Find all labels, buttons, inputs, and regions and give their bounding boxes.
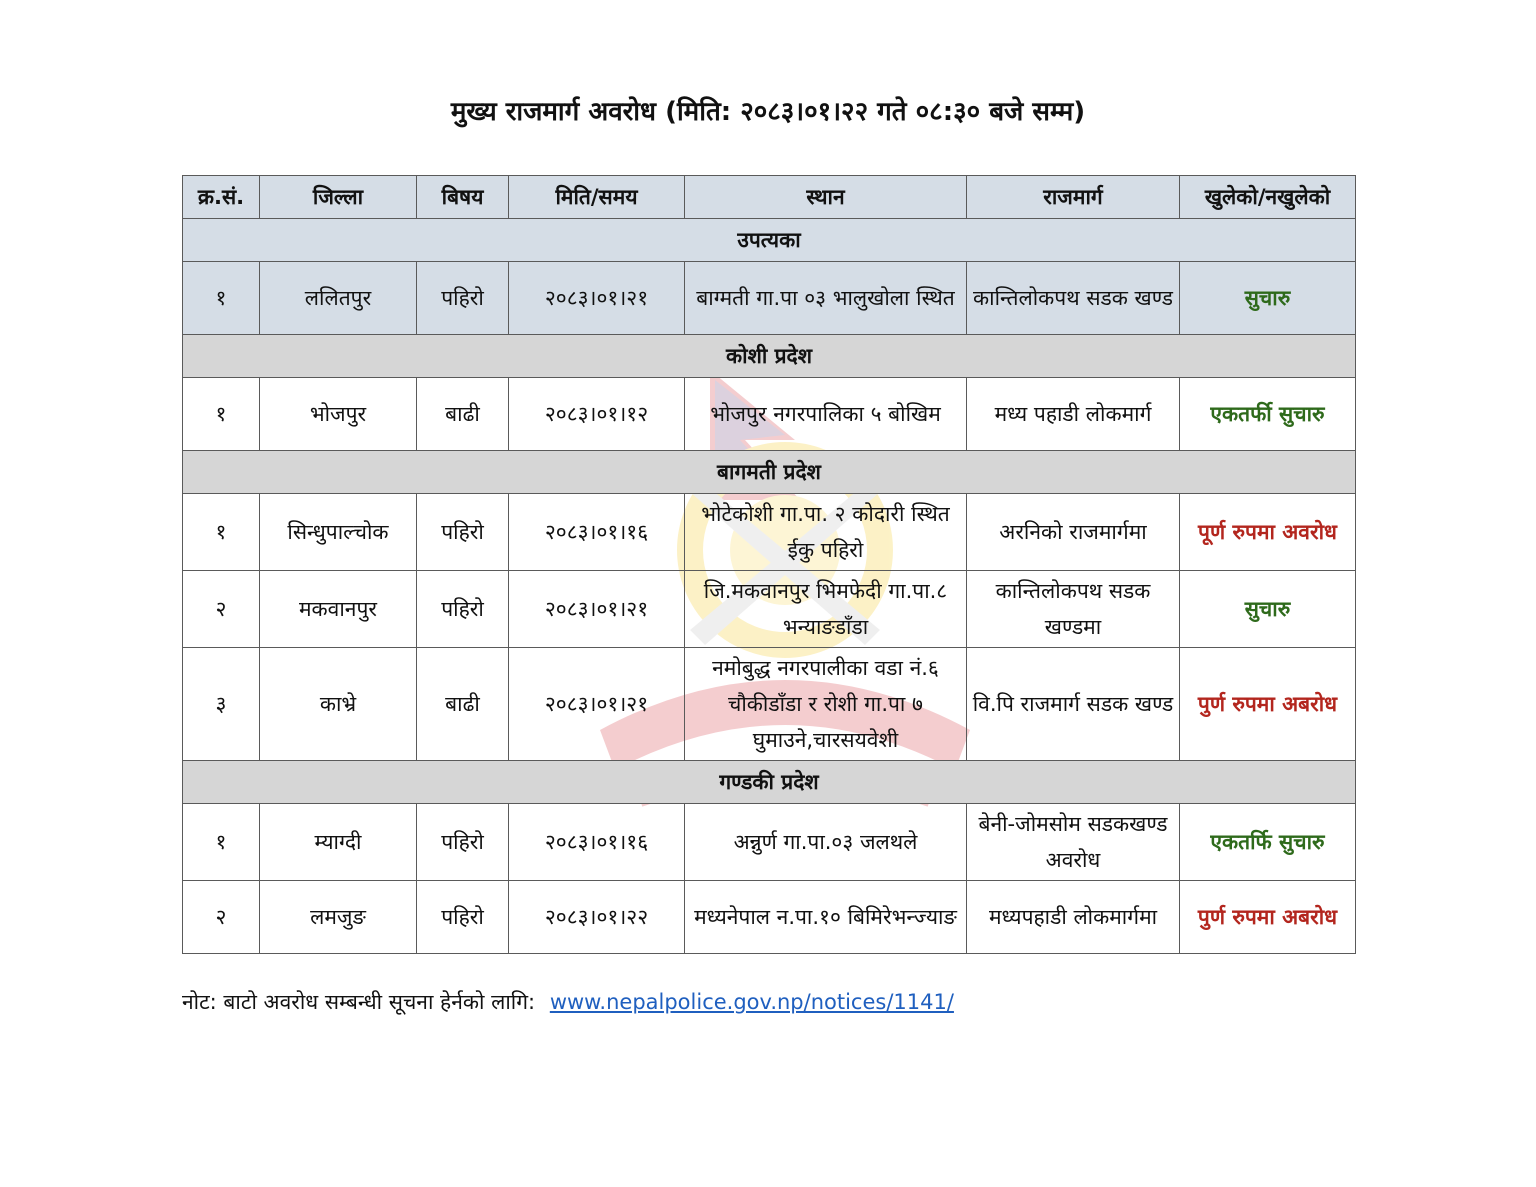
group-row-koshi bbox=[183, 335, 1356, 378]
footer-note bbox=[182, 988, 954, 1016]
cell-serial: २ bbox=[183, 881, 260, 954]
cell-district: ललितपुर bbox=[260, 262, 417, 335]
note-label: नोट: बाटो अवरोध सम्बन्धी सूचना हेर्नको लागि: bbox=[182, 990, 536, 1014]
cell-status: पुर्ण रुपमा अबरोध bbox=[1180, 881, 1356, 954]
cell-highway: बेनी-जोमसोम सडकखण्ड अवरोध bbox=[967, 804, 1180, 881]
highway-blockage-table bbox=[182, 175, 1356, 954]
group-row-gandaki bbox=[183, 761, 1356, 804]
cell-date: २०८३।०१।२२ bbox=[509, 881, 685, 954]
cell-highway: मध्यपहाडी लोकमार्गमा bbox=[967, 881, 1180, 954]
notice-link[interactable]: www.nepalpolice.gov.np/notices/1141/ bbox=[549, 990, 954, 1014]
cell-location: भोजपुर नगरपालिका ५ बोखिम bbox=[685, 378, 967, 451]
cell-date: २०८३।०१।१२ bbox=[509, 378, 685, 451]
cell-date: २०८३।०१।१६ bbox=[509, 494, 685, 571]
column-header-subject: बिषय bbox=[417, 176, 509, 219]
cell-highway: अरनिको राजमार्गमा bbox=[967, 494, 1180, 571]
cell-district: काभ्रे bbox=[260, 648, 417, 761]
cell-status: सुचारु bbox=[1180, 571, 1356, 648]
cell-location: बाग्मती गा.पा ०३ भालुखोला स्थित bbox=[685, 262, 967, 335]
table-row bbox=[183, 804, 1356, 881]
cell-highway: कान्तिलोकपथ सडक खण्ड bbox=[967, 262, 1180, 335]
cell-subject: बाढी bbox=[417, 378, 509, 451]
cell-subject: पहिरो bbox=[417, 494, 509, 571]
table-row bbox=[183, 881, 1356, 954]
cell-date: २०८३।०१।२१ bbox=[509, 571, 685, 648]
document-title: मुख्य राजमार्ग अवरोध (मिति: २०८३।०१।२२ गते ०८:३० बजे सम्म) bbox=[450, 97, 1086, 127]
column-header-highway: राजमार्ग bbox=[967, 176, 1180, 219]
cell-district: भोजपुर bbox=[260, 378, 417, 451]
table-row bbox=[183, 378, 1356, 451]
group-title: बागमती प्रदेश bbox=[183, 451, 1356, 494]
cell-serial: १ bbox=[183, 494, 260, 571]
cell-serial: १ bbox=[183, 262, 260, 335]
column-header-status: खुलेको/नखुलेको bbox=[1180, 176, 1356, 219]
table-row bbox=[183, 262, 1356, 335]
table-row bbox=[183, 648, 1356, 761]
cell-date: २०८३।०१।१६ bbox=[509, 804, 685, 881]
cell-serial: २ bbox=[183, 571, 260, 648]
group-title: उपत्यका bbox=[183, 219, 1356, 262]
group-title: गण्डकी प्रदेश bbox=[183, 761, 1356, 804]
cell-status: सुचारु bbox=[1180, 262, 1356, 335]
column-header-location: स्थान bbox=[685, 176, 967, 219]
cell-subject: बाढी bbox=[417, 648, 509, 761]
cell-subject: पहिरो bbox=[417, 571, 509, 648]
cell-location: अन्नुर्ण गा.पा.०३ जलथले bbox=[685, 804, 967, 881]
cell-district: म्याग्दी bbox=[260, 804, 417, 881]
cell-status: एकतर्फि सुचारु bbox=[1180, 804, 1356, 881]
cell-highway: कान्तिलोकपथ सडक खण्डमा bbox=[967, 571, 1180, 648]
column-header-serial: क्र.सं. bbox=[183, 176, 260, 219]
cell-subject: पहिरो bbox=[417, 881, 509, 954]
cell-highway: मध्य पहाडी लोकमार्ग bbox=[967, 378, 1180, 451]
cell-district: सिन्धुपाल्चोक bbox=[260, 494, 417, 571]
cell-location: भोटेकोशी गा.पा. २ कोदारी स्थित ईकु पहिरो bbox=[685, 494, 967, 571]
cell-location: जि.मकवानपुर भिमफेदी गा.पा.८ भन्याङडाँडा bbox=[685, 571, 967, 648]
group-row-valley bbox=[183, 219, 1356, 262]
cell-serial: ३ bbox=[183, 648, 260, 761]
cell-date: २०८३।०१।२१ bbox=[509, 648, 685, 761]
cell-status: पूर्ण रुपमा अवरोध bbox=[1180, 494, 1356, 571]
cell-status: पुर्ण रुपमा अबरोध bbox=[1180, 648, 1356, 761]
cell-date: २०८३।०१।२१ bbox=[509, 262, 685, 335]
cell-district: लमजुङ bbox=[260, 881, 417, 954]
group-row-bagmati bbox=[183, 451, 1356, 494]
cell-location: मध्यनेपाल न.पा.१० बिमिरेभन्ज्याङ bbox=[685, 881, 967, 954]
cell-highway: वि.पि राजमार्ग सडक खण्ड bbox=[967, 648, 1180, 761]
cell-status: एकतर्फी सुचारु bbox=[1180, 378, 1356, 451]
table-row bbox=[183, 571, 1356, 648]
cell-serial: १ bbox=[183, 378, 260, 451]
group-title: कोशी प्रदेश bbox=[183, 335, 1356, 378]
cell-subject: पहिरो bbox=[417, 804, 509, 881]
table-row bbox=[183, 494, 1356, 571]
column-header-date: मिति/समय bbox=[509, 176, 685, 219]
column-header-district: जिल्ला bbox=[260, 176, 417, 219]
cell-location: नमोबुद्ध नगरपालीका वडा नं.६ चौकीडाँडा र रोशी गा.पा ७ घुमाउने,चारसयवेशी bbox=[685, 648, 967, 761]
table-header-row bbox=[183, 176, 1356, 219]
cell-district: मकवानपुर bbox=[260, 571, 417, 648]
cell-subject: पहिरो bbox=[417, 262, 509, 335]
cell-serial: १ bbox=[183, 804, 260, 881]
